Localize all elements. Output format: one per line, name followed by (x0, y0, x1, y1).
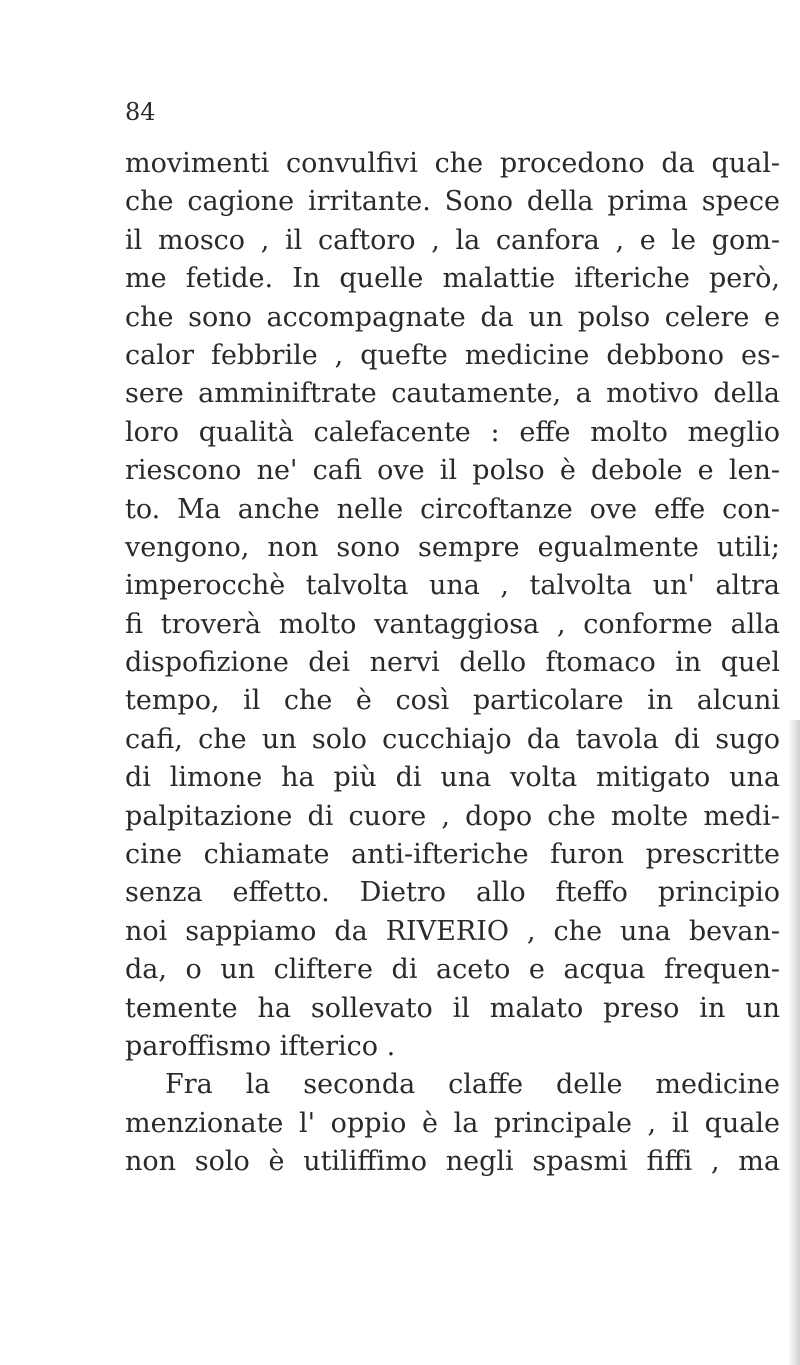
text-line: paroffismo ifterico . (125, 1030, 396, 1062)
text-line: da, o un clifteгe di aceto e acqua frequen- (125, 954, 780, 986)
text-line: fi troverà molto vantaggiosa , conforme alla (125, 608, 780, 640)
text-line: calor febbrile , quefte medicine debbono es- (125, 339, 780, 371)
text-line: sere amminiftrate cautamente, a motivo della (125, 378, 780, 410)
text-line: imperocchè talvolta una , talvolta un' altra (125, 570, 780, 602)
text-line: di limone ha più di una volta mitigato una (125, 762, 780, 794)
text-line: senza effetto. Dietro allo fteffo principio (125, 877, 780, 909)
text-line: loro qualità calefacente : effe molto meglio (125, 416, 780, 448)
text-line: dispofizione dei nervi dello ftomaco in quel (125, 647, 780, 679)
text-line: che sono accompagnate da un polso celere e (125, 301, 780, 333)
text-line: movimenti convulfivi che procedono da qual- (125, 148, 780, 179)
text-line: che cagione irritante. Sono della prima specе (125, 186, 780, 218)
text-line: tempo, il che è così particolare in alcuni (125, 685, 780, 717)
page-number: 84 (125, 98, 156, 126)
body-text (125, 145, 780, 1182)
text-line: me fetide. In quelle malattie ifteriche però, (125, 263, 780, 295)
text-line: palpitazione di cuore , dopo che molte medi- (125, 800, 780, 832)
text-line: to. Ma anche nelle circoftanze ove effe con- (125, 493, 780, 525)
page-edge-shadow (788, 720, 800, 1365)
text-line: menzionate l' oppio è la principale , il quale (125, 1107, 780, 1139)
text-line: Fra la seconda claffe delle medicine (165, 1069, 780, 1101)
text-line: non solo è utiliffimo negli spasmi fiffi , ma (125, 1146, 780, 1178)
text-line: vengono, non sono sempre egualmente utili; (125, 531, 780, 563)
text-line: il mosco , il caftoro , la canfora , e le gom- (125, 224, 780, 256)
text-line: temente ha sollevato il malato preso in un (125, 992, 780, 1024)
text-line: cafi, che un solo cucchiajo da tavola di sugo (125, 723, 780, 755)
text-line: noi sappiamo da RIVERIO , che una bevan- (125, 915, 780, 947)
text-line: riescono ne' cafi ove il polso è debole e len- (125, 455, 780, 487)
text-line: cine chiamate anti-ifteriche furon prescritte (125, 839, 780, 871)
